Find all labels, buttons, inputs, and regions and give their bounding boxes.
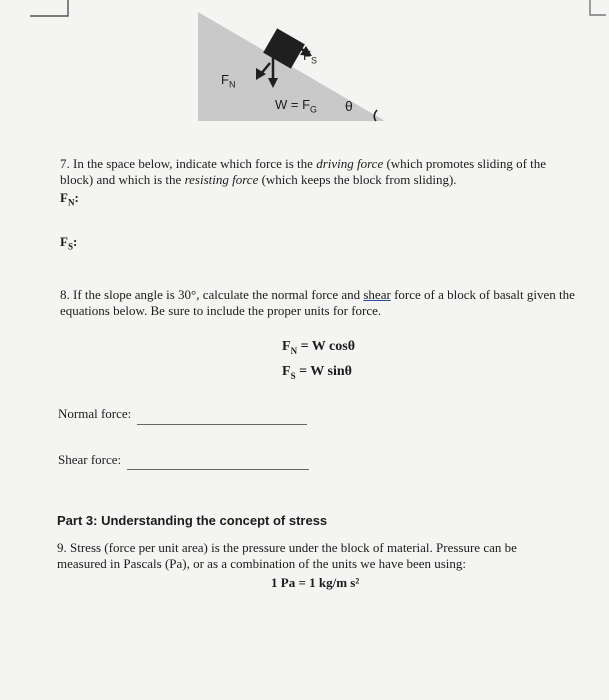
shear-word: shear (363, 287, 391, 302)
corner-mark-left (28, 0, 72, 22)
q7-fs-label: $F_S$: (60, 234, 78, 252)
question-9: 9. Stress (force per unit area) is the pressure under the block of material. Pressure can be measured in Pascals (Pa), or as a combination of the units we have been using: (57, 540, 517, 571)
shear-force-answer-line[interactable] (127, 469, 309, 470)
fn-diagram-label: $F_N$ (221, 72, 236, 90)
part-3-heading: Part 3: Understanding the concept of stress (57, 513, 328, 528)
normal-force-label: Normal force: (58, 406, 132, 421)
equation-normal: $F_N = W$ cosθ (282, 339, 356, 356)
equation-shear: $F_S = W$ sinθ (282, 364, 352, 381)
corner-mark-right (584, 0, 609, 22)
fs-diagram-label: $F_S$ (303, 48, 317, 66)
question-7: 7. In the space below, indicate which force is the driving force (which promotes sliding of the block) and which is the resisting force (which keeps the block from sliding). (60, 156, 547, 187)
q7-fn-label: $F_N$: (60, 190, 79, 208)
pascal-unit-equation: 1 Pa = 1 kg/m s² (271, 575, 360, 590)
w-diagram-label: $W = F_G$ (275, 97, 318, 115)
shear-force-label: Shear force: (58, 452, 122, 467)
normal-force-answer-line[interactable] (137, 424, 307, 425)
theta-label: θ (345, 98, 353, 114)
question-8: 8. If the slope angle is 30°, calculate the normal force and shear force of a block of basalt given the equations below. Be sure to include the proper units for force. (60, 287, 575, 318)
